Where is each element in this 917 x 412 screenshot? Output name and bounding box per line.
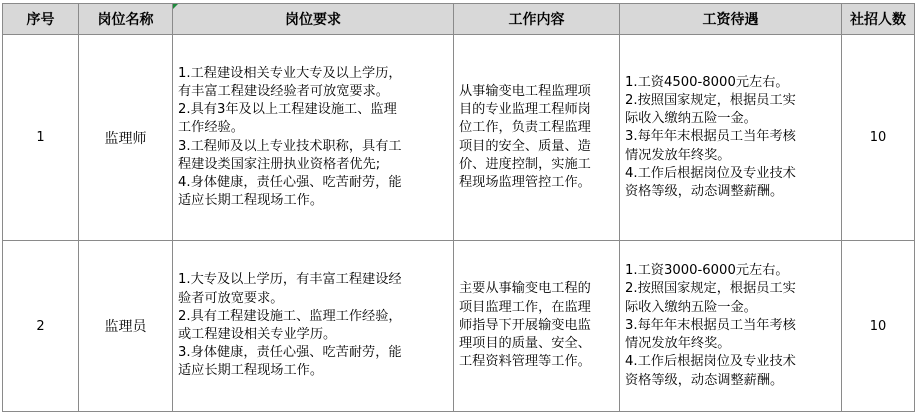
recruitment-table	[2, 3, 915, 412]
salary-line: 资格等级，动态调整薪酬。	[625, 184, 784, 199]
duties-line: 主要从事输变电工程的	[459, 281, 591, 297]
requirements-line: 验者可放宽要求。	[178, 290, 284, 306]
requirements-line: 工作经验。	[178, 120, 244, 136]
table-row	[3, 241, 915, 412]
requirements-line: 或工程建设相关专业学历。	[178, 327, 337, 342]
salary-line: 情况发放年终奖。	[625, 336, 731, 352]
requirements-line: 1.工程建设相关专业大专及以上学历，	[178, 65, 402, 81]
salary-line: 1.工资4500-8000元左右。	[625, 74, 789, 90]
requirements-line: 适应长期工程现场工作。	[178, 363, 324, 379]
salary-line: 1.工资3000-6000元左右。	[625, 263, 789, 279]
cell-duties[interactable]	[454, 35, 620, 241]
table-row	[3, 35, 915, 241]
duties-line: 目的专业监理工程师岗	[459, 102, 591, 118]
requirements-line: 有丰富工程建设经验者可放宽要求。	[178, 83, 389, 99]
requirements-line: 3.身体健康，责任心强、吃苦耐劳，能	[178, 345, 402, 361]
cell-serial-no[interactable]: 1	[3, 35, 79, 241]
header-salary-benefits[interactable]: 工资待遇	[620, 4, 842, 35]
salary-line: 际收入缴纳五险一金。	[625, 111, 757, 127]
requirements-line: 1.大专及以上学历，有丰富工程建设经	[178, 272, 402, 288]
requirements-line: 3.工程师及以上专业技术职称，具有工	[178, 138, 402, 154]
salary-line: 3.每年年末根据员工当年考核	[625, 129, 796, 145]
salary-line: 情况发放年终奖。	[625, 147, 731, 163]
header-job-duties[interactable]: 工作内容	[454, 4, 620, 35]
duties-line: 从事输变电工程监理项	[459, 83, 591, 99]
header-position-requirements[interactable]: 岗位要求	[173, 4, 454, 35]
cell-hiring-count[interactable]: 10	[842, 35, 915, 241]
requirements-line: 程建设类国家注册执业资格者优先;	[178, 156, 381, 172]
salary-line: 资格等级，动态调整薪酬。	[625, 372, 784, 388]
duties-line: 工程资料管理等工作。	[459, 354, 591, 370]
salary-line: 2.按照国家规定，根据员工实	[625, 281, 796, 297]
duties-line: 师指导下开展输变电监	[459, 317, 591, 333]
cell-comment-indicator	[173, 4, 178, 9]
duties-line: 项目的安全、质量、造	[459, 138, 591, 154]
requirements-line: 适应长期工程现场工作。	[178, 193, 324, 209]
requirements-line: 2.具有3年及以上工程建设施工、监理	[178, 102, 397, 118]
cell-salary[interactable]	[620, 35, 842, 241]
header-hiring-count[interactable]: 社招人数	[842, 4, 915, 35]
duties-line: 位工作，负责工程监理	[459, 120, 591, 136]
salary-line: 3.每年年末根据员工当年考核	[625, 317, 796, 333]
cell-duties[interactable]	[454, 241, 620, 412]
salary-line: 4.工作后根据岗位及专业技术	[625, 354, 796, 370]
header-position-name[interactable]: 岗位名称	[79, 4, 173, 35]
requirements-line: 4.身体健康，责任心强、吃苦耐劳，能	[178, 174, 402, 190]
cell-position-name[interactable]: 监理师	[79, 35, 173, 241]
requirements-line: 2.具有工程建设施工、监理工作经验，	[178, 308, 402, 324]
cell-position-name[interactable]: 监理员	[79, 241, 173, 412]
cell-salary[interactable]	[620, 241, 842, 412]
salary-line: 4.工作后根据岗位及专业技术	[625, 165, 796, 181]
duties-line: 程现场监理管控工作。	[459, 174, 591, 190]
salary-line: 2.按照国家规定，根据员工实	[625, 92, 796, 108]
header-row	[3, 4, 915, 35]
cell-requirements[interactable]	[173, 241, 454, 412]
header-serial-no[interactable]: 序号	[3, 4, 79, 35]
duties-line: 项目监理工作，在监理	[459, 299, 591, 315]
duties-line: 理项目的质量、安全、	[459, 336, 591, 352]
cell-requirements[interactable]	[173, 35, 454, 241]
cell-hiring-count[interactable]: 10	[842, 241, 915, 412]
salary-line: 际收入缴纳五险一金。	[625, 299, 757, 315]
cell-serial-no[interactable]: 2	[3, 241, 79, 412]
duties-line: 价、进度控制，实施工	[459, 156, 591, 172]
